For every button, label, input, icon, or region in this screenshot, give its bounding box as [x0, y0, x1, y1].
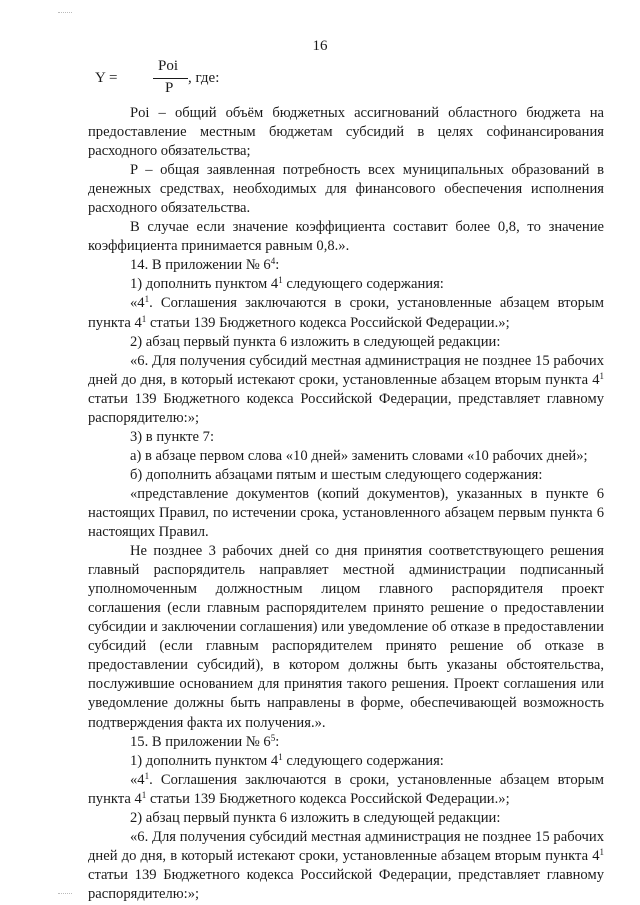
paragraph-p-definition: P – общая заявленная потребность всех муниципальных образований в денежных средствах, необходимых для финансового обеспечения исполнения расходного обязательства.: [88, 162, 604, 217]
paragraph-coefficient-limit: В случае если значение коэффициента составит более 0,8, то значение коэффициента принимается равным 0,8.».: [88, 219, 604, 255]
section-15-quote-4-1: «$4^1$. Соглашения заключаются в сроки, установленные абзацем вторым пункта $4^1$ статьи 139 Бюджетного кодекса Российской Федерации.»;: [88, 770, 604, 807]
section-14-item-2: 2) абзац первый пункта 6 изложить в следующей редакции:: [130, 333, 501, 350]
section-14-item-1: 1) дополнить пунктом $4^1$ следующего содержания:: [130, 275, 444, 293]
section-14-item-3: 3) в пункте 7:: [130, 428, 215, 445]
document-body: [88, 102, 604, 904]
section-15-item-1: 1) дополнить пунктом $4^1$ следующего содержания:: [130, 751, 444, 769]
section-15-item-2: 2) абзац первый пункта 6 изложить в следующей редакции:: [130, 809, 501, 826]
section-15-quote-6: «6. Для получения субсидий местная администрация не позднее 15 рабочих дней до дня, в который истекают сроки, установленные абзацем вторым пункта $4^1$ статьи 139 Бюджетного кодекса Российской Федерации, представляет главному распорядителю:»;: [88, 828, 604, 902]
section-14-item-3a: а) в абзаце первом слова «10 дней» заменить словами «10 рабочих дней»;: [130, 447, 588, 464]
formula-numerator: Poi: [158, 58, 179, 74]
page-number: 16: [312, 38, 328, 54]
formula-denominator: P: [165, 80, 174, 96]
scan-mark-top: [58, 12, 72, 13]
section-14-quote-deadline: Не позднее 3 рабочих дней со дня принятия соответствующего решения главный распорядитель направляет местной администрации подписанный уполномоченным должностным лицом главного распорядителя проект соглашения (если главным распорядителем принято решение о предоставлении субсидии и заключении соглашения) или уведомление об отказе в предоставлении субсидий (если главным распорядителем принято решение об отказе в предоставлении субсидий), в котором должны быть указаны обстоятельства, послужившие основанием для принятия такого решения. Проект соглашения или уведомление должны быть направлены в форме, обеспечивающей возможность подтверждения факта их получения.».: [88, 543, 604, 731]
paragraph-poi-definition: Poi – общий объём бюджетных ассигнований областного бюджета на предоставление местным бюджетам субсидий в целях софинансирования расходного обязательства;: [88, 105, 604, 160]
section-14-quote-6: «6. Для получения субсидий местная администрация не позднее 15 рабочих дней до дня, в который истекают сроки, установленные абзацем вторым пункта $4^1$ статьи 139 Бюджетного кодекса Российской Федерации, представляет главному распорядителю:»;: [88, 352, 604, 426]
section-14-item-3b: б) дополнить абзацами пятым и шестым следующего содержания:: [130, 466, 543, 483]
formula-lhs: Y =: [95, 70, 118, 86]
fraction-bar: [153, 78, 188, 79]
scan-mark-bottom: [58, 893, 72, 894]
section-14-quote-4-1: «$4^1$. Соглашения заключаются в сроки, установленные абзацем вторым пункта $4^1$ статьи 139 Бюджетного кодекса Российской Федерации.»;: [88, 294, 604, 331]
section-14-quote-documents: «представление документов (копий документов), указанных в пункте 6 настоящих Правил, по истечении срока, установленного абзацем первым пункта 6 настоящих Правил.: [88, 485, 604, 541]
section-14-heading: 14. В приложении № $6^4$:: [130, 256, 280, 274]
section-15-heading: 15. В приложении № $6^5$:: [130, 732, 280, 750]
formula-suffix: , где:: [188, 70, 220, 86]
